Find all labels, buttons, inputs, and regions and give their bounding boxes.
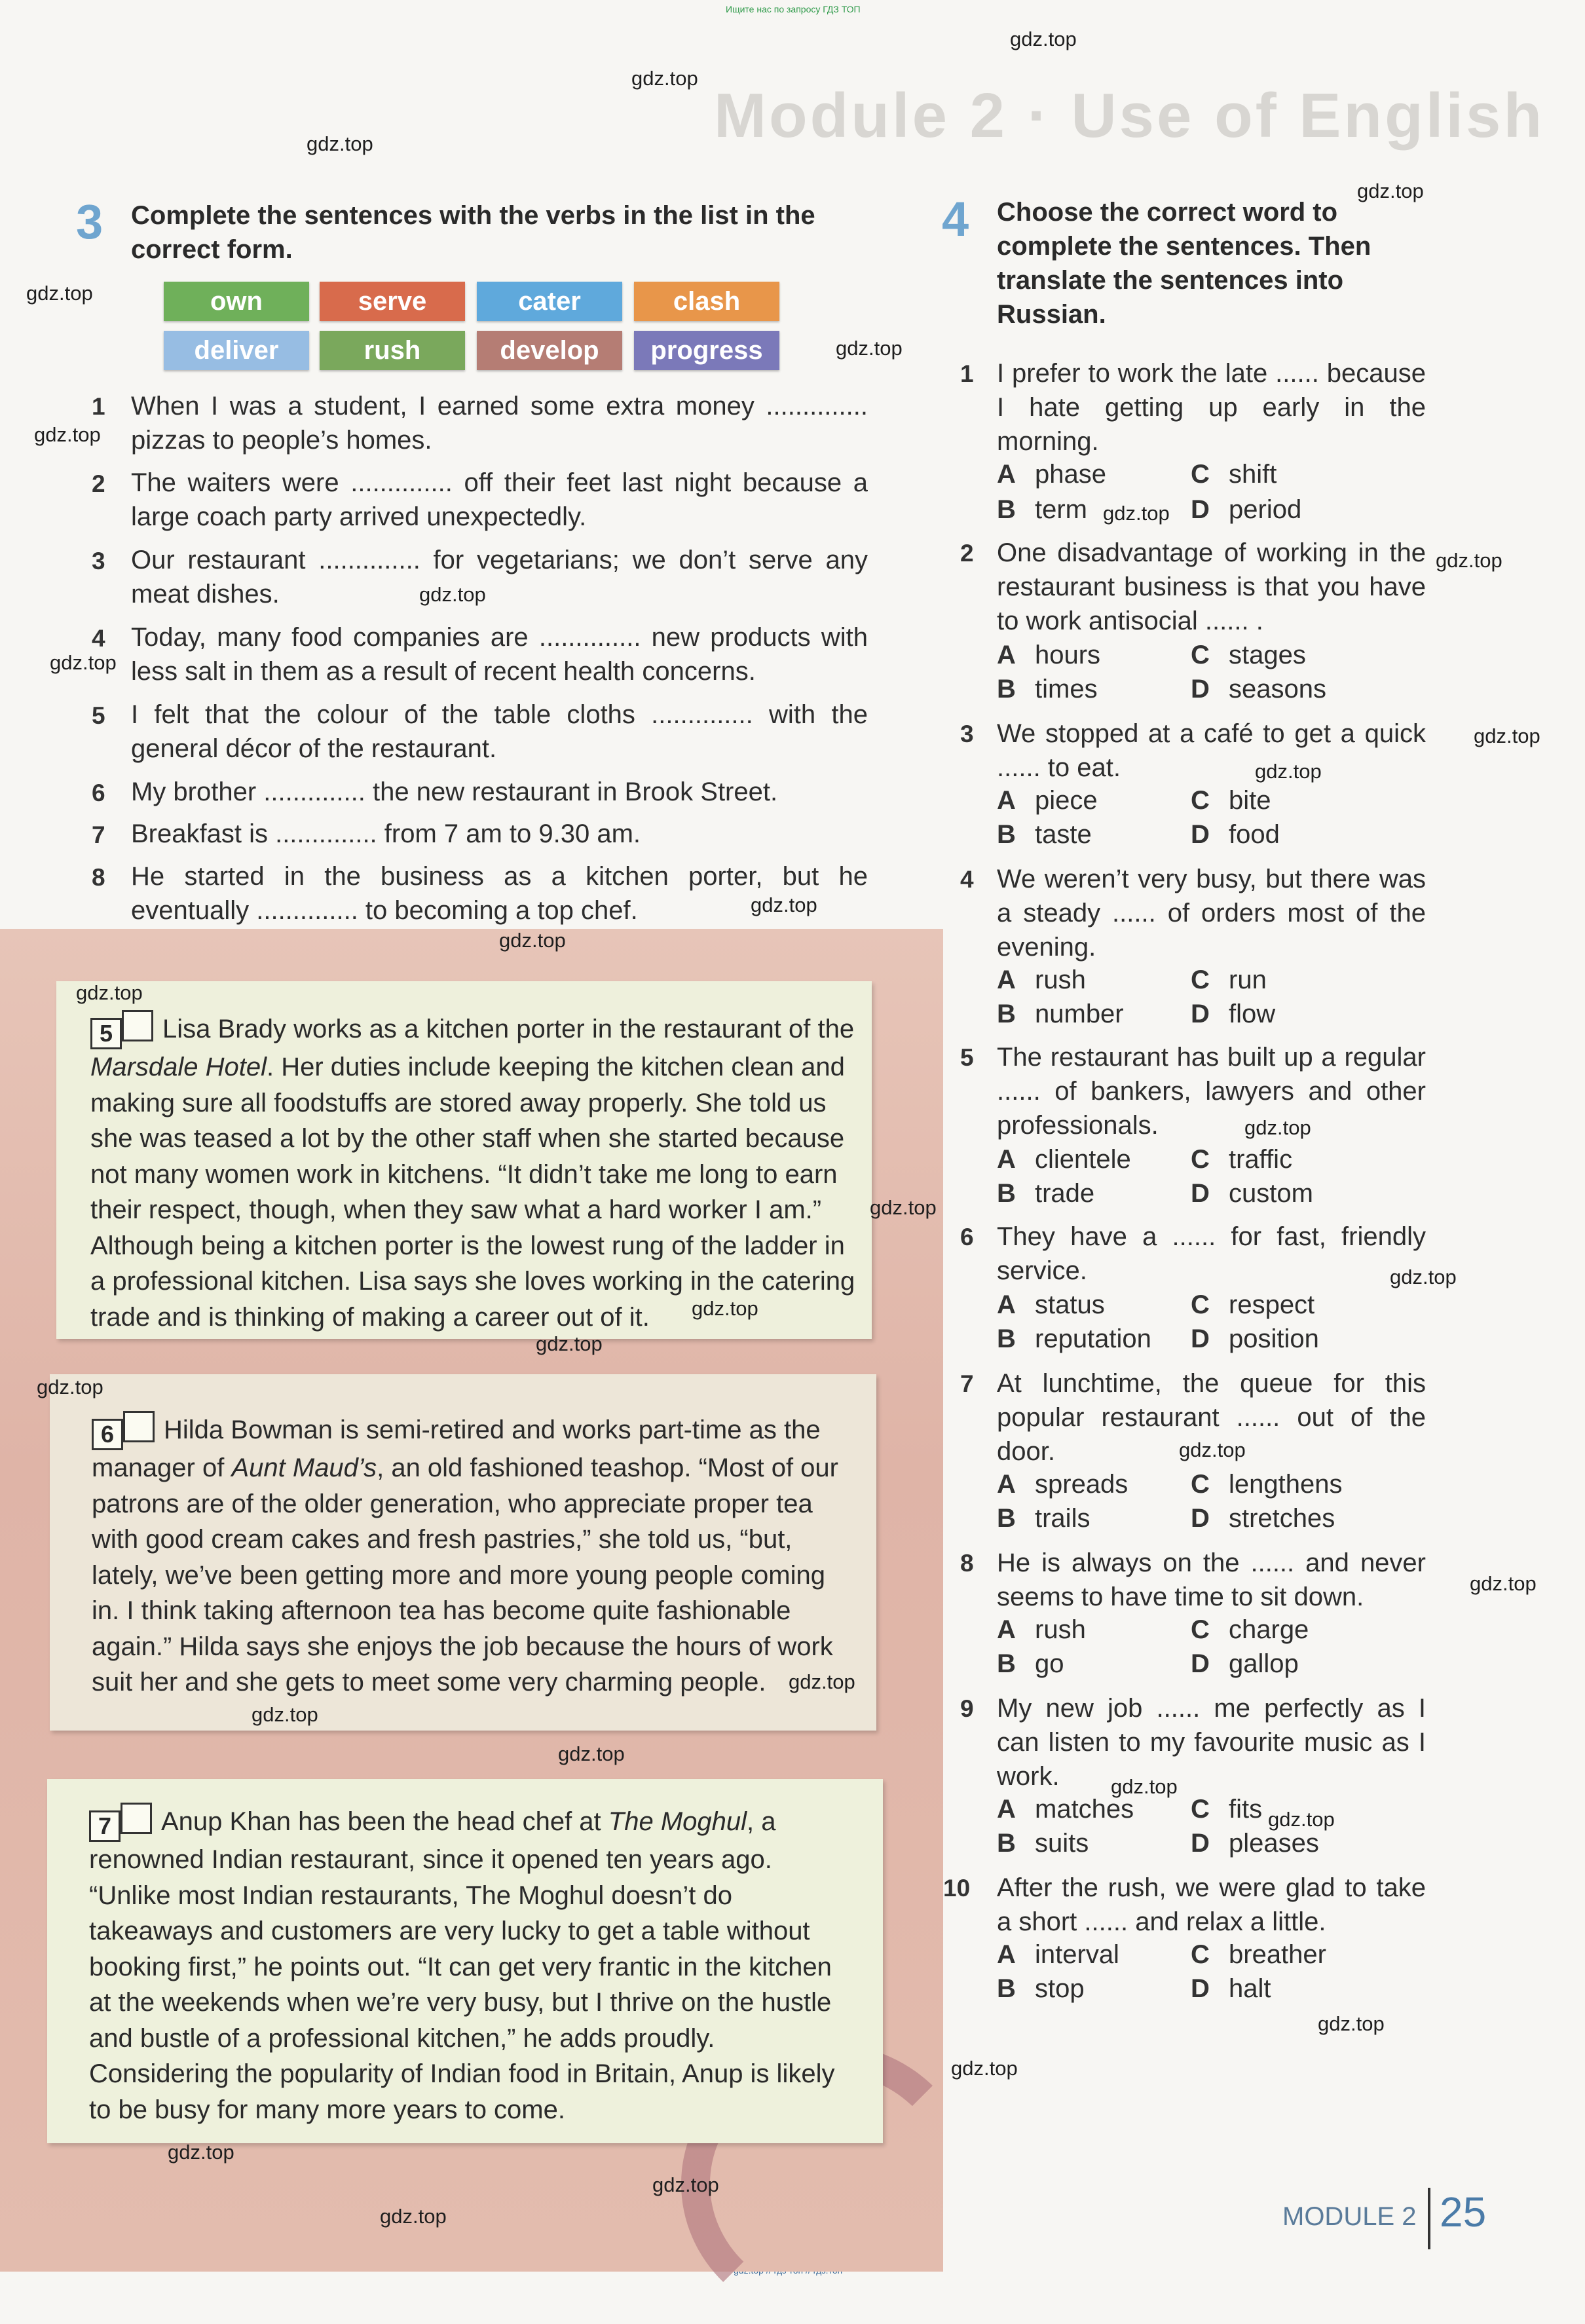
watermark: gdz.top (631, 67, 698, 90)
ex4-item-8-number: 8 (960, 1550, 974, 1577)
watermark: gdz.top (536, 1332, 603, 1355)
ex4-item-9-option-b-letter: B (997, 1829, 1016, 1858)
text-box-6-part-2: , an old fashioned teashop. “Most of our patrons are of the older generation, who appreciate proper tea with good cream cakes and fresh pastries,” she told us, “but, lately, we’ve been getting more and more young people coming in. I think taking afternoon tea has become quite fashionable again.” Hilda says she enjoys the job because the hours of work suit her and she gets to meet some very charming people. (92, 1453, 838, 1696)
ex4-item-3-option-a: piece (1035, 786, 1098, 815)
ex4-item-3-option-c: bite (1229, 786, 1271, 815)
watermark: gdz.top (1474, 724, 1540, 747)
exercise-4-number: 4 (942, 192, 969, 246)
watermark: gdz.top (1470, 1572, 1537, 1595)
ex3-item-5-number: 5 (92, 702, 105, 729)
word-tile-rush: rush (320, 331, 465, 370)
ex4-item-1-option-c: shift (1229, 460, 1277, 489)
ex4-item-4-option-d-letter: D (1191, 1000, 1210, 1028)
ex4-item-8-option-c-letter: C (1191, 1615, 1210, 1644)
word-tile-serve: serve (320, 282, 465, 321)
watermark: gdz.top (168, 2141, 234, 2164)
ex4-item-3-text: We stopped at a café to get a quick ...... to eat. (997, 719, 1426, 782)
ex4-item-5-number: 5 (960, 1044, 974, 1071)
watermark: gdz.top (751, 893, 817, 916)
ex4-item-3-option-a-letter: A (997, 786, 1016, 815)
text-box-5 (56, 981, 872, 1339)
ex4-item-9-option-b: suits (1035, 1829, 1089, 1858)
watermark: gdz.top (1390, 1265, 1457, 1288)
ex4-item-2-option-c-letter: C (1191, 641, 1210, 669)
ex4-item-9-option-a-letter: A (997, 1795, 1016, 1824)
ex4-item-5-option-d: custom (1229, 1179, 1313, 1208)
ex4-item-7-option-b: trails (1035, 1504, 1091, 1533)
text-box-7-part-2: , a renowned Indian restaurant, since it opened ten years ago. “Unlike most Indian restaurants, The Moghul doesn’t do takeaways and customers are very lucky to get a table without booking first,” he points out. “It can get very frantic in the kitchen at the weekends when we’re very busy, but I thrive on the hustle and bustle of a professional kitchen,” he adds proudly. Considering the popularity of Indian food in Britain, Anup is likely to be busy for many more years to come. (89, 1807, 835, 2124)
ex4-item-7-option-b-letter: B (997, 1504, 1016, 1533)
watermark: gdz.top (76, 981, 143, 1004)
ex4-item-9-option-a: matches (1035, 1795, 1134, 1824)
ex4-item-10-option-a-letter: A (997, 1940, 1016, 1969)
ex4-item-3-option-c-letter: C (1191, 786, 1210, 815)
ex4-item-1-option-d: period (1229, 495, 1302, 524)
ex4-item-1-text: I prefer to work the late ...... because I hate getting up early in the morning. (997, 359, 1426, 456)
ex4-item-2-option-b: times (1035, 675, 1098, 703)
ex4-item-5-option-c-letter: C (1191, 1145, 1210, 1174)
watermark: gdz.top (836, 337, 903, 360)
module-label: MODULE 2 (1282, 2202, 1417, 2231)
ex4-item-5-option-a: clientele (1035, 1145, 1131, 1174)
ex3-item-8-text: He started in the business as a kitchen porter, but he eventually .............. to becoming a top chef. (131, 862, 868, 925)
text-box-6-part-1: Hilda Bowman is semi-retired and works part-time as the manager of (92, 1415, 821, 1482)
ex4-item-10-option-a: interval (1035, 1940, 1119, 1969)
ex3-item-6-text: My brother .............. the new restaurant in Brook Street. (131, 778, 778, 806)
exercise-3-number: 3 (76, 195, 103, 249)
watermark: gdz.top (1436, 549, 1502, 572)
word-tile-clash: clash (634, 282, 779, 321)
text-box-5-part-2: . Her duties include keeping the kitchen clean and making sure all foodstuffs are stored away properly. She told us she was teased a lot by the other staff when she started because not many women work in kitchens. “It didn’t take me long to earn their respect, though, when they saw what a hard worker I am.” Although being a kitchen porter is the lowest rung of the ladder in a professional kitchen. Lisa says she loves working in the catering trade and is thinking of making a career out of it. (90, 1053, 855, 1332)
watermark: gdz.top (1318, 2012, 1385, 2035)
ex3-item-5-text: I felt that the colour of the table cloths .............. with the general décor of the restaurant. (131, 700, 868, 763)
ex4-item-1-number: 1 (960, 360, 974, 387)
ex4-item-8-option-b: go (1035, 1649, 1064, 1678)
ex4-item-7-option-c-letter: C (1191, 1470, 1210, 1499)
ex4-item-6-number: 6 (960, 1224, 974, 1250)
ex4-item-1-option-c-letter: C (1191, 460, 1210, 489)
watermark: gdz.top (1111, 1775, 1178, 1798)
ex4-item-5-option-b: trade (1035, 1179, 1095, 1208)
ex3-item-8-number: 8 (92, 864, 105, 891)
ex4-item-4-option-d: flow (1229, 1000, 1276, 1028)
ex4-item-10-option-b-letter: B (997, 1974, 1016, 2003)
ex4-item-5-text: The restaurant has built up a regular ...... of bankers, lawyers and other professionals. (997, 1043, 1426, 1140)
ex4-item-3-number: 3 (960, 721, 974, 747)
text-box-7-number: 7 (89, 1810, 121, 1842)
ex4-item-4-option-a: rush (1035, 965, 1086, 994)
ex4-item-1-option-b-letter: B (997, 495, 1016, 524)
watermark: gdz.top (1357, 179, 1424, 202)
ex4-item-2-option-d-letter: D (1191, 675, 1210, 703)
ex3-item-2-number: 2 (92, 470, 105, 497)
ex3-item-3-text: Our restaurant .............. for vegetarians; we don’t serve any meat dishes. (131, 546, 868, 609)
watermark: gdz.top (50, 651, 117, 674)
ex4-item-5-option-c: traffic (1229, 1145, 1293, 1174)
ex4-item-5-option-a-letter: A (997, 1145, 1016, 1174)
text-box-7-answer-box (121, 1803, 152, 1834)
text-box-5-answer-box (122, 1010, 153, 1041)
ex4-item-3-option-d: food (1229, 820, 1280, 849)
ex4-item-8-option-a: rush (1035, 1615, 1086, 1644)
ex4-item-8-option-c: charge (1229, 1615, 1309, 1644)
ex4-item-6-option-d-letter: D (1191, 1324, 1210, 1353)
watermark: gdz.top (1103, 502, 1170, 525)
ex4-item-9-option-d-letter: D (1191, 1829, 1210, 1858)
ex4-item-6-option-b-letter: B (997, 1324, 1016, 1353)
ex4-item-2-option-b-letter: B (997, 675, 1016, 703)
ex4-item-7-option-d: stretches (1229, 1504, 1335, 1533)
ex3-item-4-number: 4 (92, 625, 105, 652)
ex4-item-4-option-c: run (1229, 965, 1267, 994)
ex3-item-3-number: 3 (92, 548, 105, 574)
ex4-item-7-option-c: lengthens (1229, 1470, 1343, 1499)
ex4-item-4-option-b: number (1035, 1000, 1124, 1028)
watermark: gdz.top (652, 2173, 719, 2196)
ex4-item-6-option-d: position (1229, 1324, 1319, 1353)
text-box-6-italic: Aunt Maud’s (231, 1453, 377, 1482)
ex4-item-10-text: After the rush, we were glad to take a short ...... and relax a little. (997, 1873, 1426, 1936)
ex4-item-7-option-a-letter: A (997, 1470, 1016, 1499)
word-tile-cater: cater (477, 282, 622, 321)
word-tile-progress: progress (634, 331, 779, 370)
word-tile-develop: develop (477, 331, 622, 370)
text-box-6 (50, 1374, 876, 1731)
ex4-item-3-option-d-letter: D (1191, 820, 1210, 849)
ex4-item-2-text: One disadvantage of working in the restaurant business is that you have to work antisocial ...... . (997, 538, 1426, 635)
ex4-item-1-option-b: term (1035, 495, 1087, 524)
ex4-item-8-option-d: gallop (1229, 1649, 1299, 1678)
top-note: Ищите нас по запросу ГДЗ ТОП (726, 4, 861, 14)
ex4-item-1-option-a: phase (1035, 460, 1106, 489)
ex4-item-2-number: 2 (960, 540, 974, 567)
ex4-item-2-option-d: seasons (1229, 675, 1326, 703)
word-tile-own: own (164, 282, 309, 321)
ex4-item-5-option-b-letter: B (997, 1179, 1016, 1208)
ex4-item-4-option-b-letter: B (997, 1000, 1016, 1028)
text-box-5-number: 5 (90, 1018, 122, 1049)
ex4-item-4-number: 4 (960, 866, 974, 893)
ex4-item-6-option-c: respect (1229, 1290, 1315, 1319)
watermark: gdz.top (380, 2205, 447, 2228)
ex4-item-8-option-b-letter: B (997, 1649, 1016, 1678)
ex4-item-9-option-c-letter: C (1191, 1795, 1210, 1824)
watermark: gdz.top (1244, 1116, 1311, 1139)
ex4-item-3-option-b-letter: B (997, 820, 1016, 849)
ex4-item-2-option-c: stages (1229, 641, 1306, 669)
ex4-item-7-option-a: spreads (1035, 1470, 1128, 1499)
ex4-item-7-option-d-letter: D (1191, 1504, 1210, 1533)
watermark: gdz.top (870, 1196, 937, 1219)
ex4-item-9-option-c: fits (1229, 1795, 1263, 1824)
ex4-item-10-option-b: stop (1035, 1974, 1085, 2003)
ex4-item-3-option-b: taste (1035, 820, 1092, 849)
text-box-7 (47, 1779, 883, 2143)
watermark: gdz.top (1255, 760, 1322, 783)
watermark: gdz.top (951, 2057, 1018, 2080)
ex4-item-5-option-d-letter: D (1191, 1179, 1210, 1208)
text-box-5-part-1: Lisa Brady works as a kitchen porter in the restaurant of the (162, 1015, 855, 1043)
ex4-item-1-option-d-letter: D (1191, 495, 1210, 524)
watermark: gdz.top (34, 423, 101, 446)
watermark: gdz.top (789, 1670, 855, 1693)
ex3-item-6-number: 6 (92, 779, 105, 806)
ex3-item-1-text: When I was a student, I earned some extra money .............. pizzas to people’s homes. (131, 392, 868, 455)
ex4-item-10-option-d: halt (1229, 1974, 1271, 2003)
exercise-3-instruction: Complete the sentences with the verbs in the list in the correct form. (131, 201, 815, 264)
ex3-item-7-number: 7 (92, 821, 105, 848)
ex3-item-4-text: Today, many food companies are .............. new products with less salt in them as a result of recent health concerns. (131, 623, 868, 686)
ex4-item-6-option-a-letter: A (997, 1290, 1016, 1319)
ex4-item-7-text: At lunchtime, the queue for this popular restaurant ...... out of the door. (997, 1369, 1426, 1466)
ex4-item-2-option-a: hours (1035, 641, 1101, 669)
ex4-item-4-option-c-letter: C (1191, 965, 1210, 994)
watermark: gdz.top (558, 1742, 625, 1765)
ex4-item-9-number: 9 (960, 1695, 974, 1722)
text-box-6-number: 6 (92, 1419, 123, 1450)
ex4-item-10-number: 10 (943, 1875, 971, 1902)
watermark: gdz.top (499, 929, 566, 952)
text-box-7-italic: The Moghul (608, 1807, 747, 1836)
ex4-item-6-option-a: status (1035, 1290, 1105, 1319)
ex4-item-2-option-a-letter: A (997, 641, 1016, 669)
ex4-item-9-text: My new job ...... me perfectly as I can listen to my favourite music as I work. (997, 1694, 1426, 1791)
ex4-item-10-option-d-letter: D (1191, 1974, 1210, 2003)
ex4-item-4-option-a-letter: A (997, 965, 1016, 994)
ex4-item-6-option-b: reputation (1035, 1324, 1151, 1353)
watermark: gdz.top (26, 282, 93, 305)
ex4-item-1-option-a-letter: A (997, 460, 1016, 489)
faded-header-title: Module 2 · Use of English (714, 81, 1545, 151)
ex4-item-10-option-c-letter: C (1191, 1940, 1210, 1969)
watermark: gdz.top (1010, 28, 1077, 50)
ex4-item-10-option-c: breather (1229, 1940, 1326, 1969)
page-number: 25 (1440, 2188, 1487, 2236)
watermark: gdz.top (37, 1376, 103, 1398)
watermark: gdz.top (252, 1703, 318, 1726)
watermark: gdz.top (1179, 1438, 1246, 1461)
word-tile-deliver: deliver (164, 331, 309, 370)
watermark: gdz.top (419, 583, 486, 606)
ex3-item-7-text: Breakfast is .............. from 7 am to 9.30 am. (131, 819, 641, 848)
ex4-item-7-number: 7 (960, 1370, 974, 1397)
ex4-item-9-option-d: pleases (1229, 1829, 1319, 1858)
watermark: gdz.top (307, 132, 373, 155)
ex4-item-4-text: We weren’t very busy, but there was a steady ...... of orders most of the evening. (997, 865, 1426, 962)
ex3-item-1-number: 1 (92, 393, 105, 420)
ex4-item-8-option-d-letter: D (1191, 1649, 1210, 1678)
ex4-item-8-option-a-letter: A (997, 1615, 1016, 1644)
ex3-item-2-text: The waiters were .............. off their feet last night because a large coach party arrived unexpectedly. (131, 468, 868, 531)
exercise-4-instruction: Choose the correct word to complete the sentences. Then translate the sentences into Russian. (997, 198, 1371, 329)
text-box-7-part-1: Anup Khan has been the head chef at (161, 1807, 608, 1836)
watermark: gdz.top (692, 1297, 758, 1320)
ex4-item-6-text: They have a ...... for fast, friendly service. (997, 1222, 1426, 1285)
ex4-item-6-option-c-letter: C (1191, 1290, 1210, 1319)
text-box-6-answer-box (123, 1411, 155, 1442)
text-box-5-italic: Marsdale Hotel (90, 1053, 267, 1081)
ex4-item-8-text: He is always on the ...... and never seems to have time to sit down. (997, 1548, 1426, 1611)
footer-divider (1428, 2188, 1430, 2249)
watermark: gdz.top (1268, 1808, 1335, 1831)
